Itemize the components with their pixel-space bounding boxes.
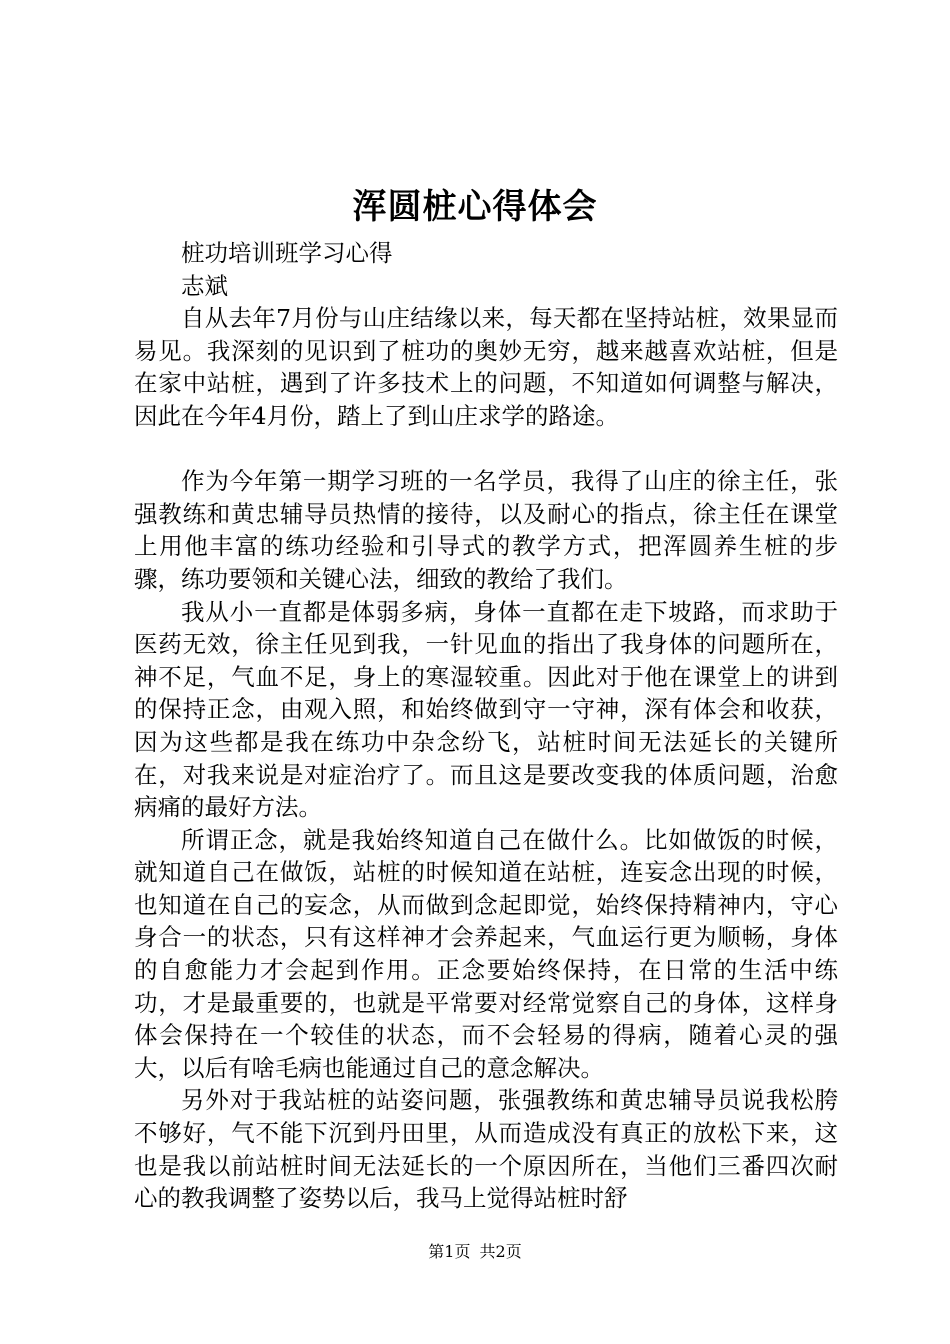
document-body — [134, 237, 838, 1215]
page-footer: 第1页 共2页 — [428, 1242, 522, 1261]
paragraph-1: 自从去年7月份与山庄结缘以来，每天都在坚持站桩，效果显而易见。我深刻的见识到了桩功的奥妙无穷，越来越喜欢站桩，但是在家中站桩，遇到了许多技术上的问题，不知道如何调整与解决，因此在今年4月份，踏上了到山庄求学的路途。 — [134, 304, 838, 430]
paragraph-5: 另外对于我站桩的站姿问题，张强教练和黄忠辅导员说我松胯不够好，气不能下沉到丹田里，从而造成没有真正的放松下来，这也是我以前站桩时间无法延长的一个原因所在，当他们三番四次耐心的教我调整了姿势以后，我马上觉得站桩时舒 — [134, 1086, 838, 1213]
author-line: 志斌 — [181, 271, 228, 300]
paragraph-2: 作为今年第一期学习班的一名学员，我得了山庄的徐主任，张强教练和黄忠辅导员热情的接待，以及耐心的指点，徐主任在课堂上用他丰富的练功经验和引导式的教学方式，把浑圆养生桩的步骤，练功要领和关键心法，细致的教给了我们。 — [134, 467, 838, 593]
paragraph-4: 所谓正念，就是我始终知道自己在做什么。比如做饭的时候，就知道自己在做饭，站桩的时候知道在站桩，连妄念出现的时候，也知道在自己的妄念，从而做到念起即觉，始终保持精神内，守心身合一的状态，只有这样神才会养起来，气血运行更为顺畅，身体的自愈能力才会起到作用。正念要始终保持，在日常的生活中练功，才是最重要的，也就是平常要对经常觉察自己的身体，这样身体会保持在一个较佳的状态，而不会轻易的得病，随着心灵的强大，以后有啥毛病也能通过自己的意念解决。 — [134, 825, 838, 1082]
subtitle-line: 桩功培训班学习心得 — [181, 239, 393, 267]
paragraph-3: 我从小一直都是体弱多病，身体一直都在走下坡路，而求助于医药无效，徐主任见到我，一针见血的指出了我身体的问题所在，神不足，气血不足，身上的寒湿较重。因此对于他在课堂上的讲到的保持正念，由观入照，和始终做到守一守神，深有体会和收获，因为这些都是我在练功中杂念纷飞，站桩时间无法延长的关键所在，对我来说是对症治疗了。而且这是要改变我的体质问题，治愈病痛的最好方法。 — [134, 597, 838, 822]
document-title: 浑圆桩心得体会 — [352, 187, 598, 227]
